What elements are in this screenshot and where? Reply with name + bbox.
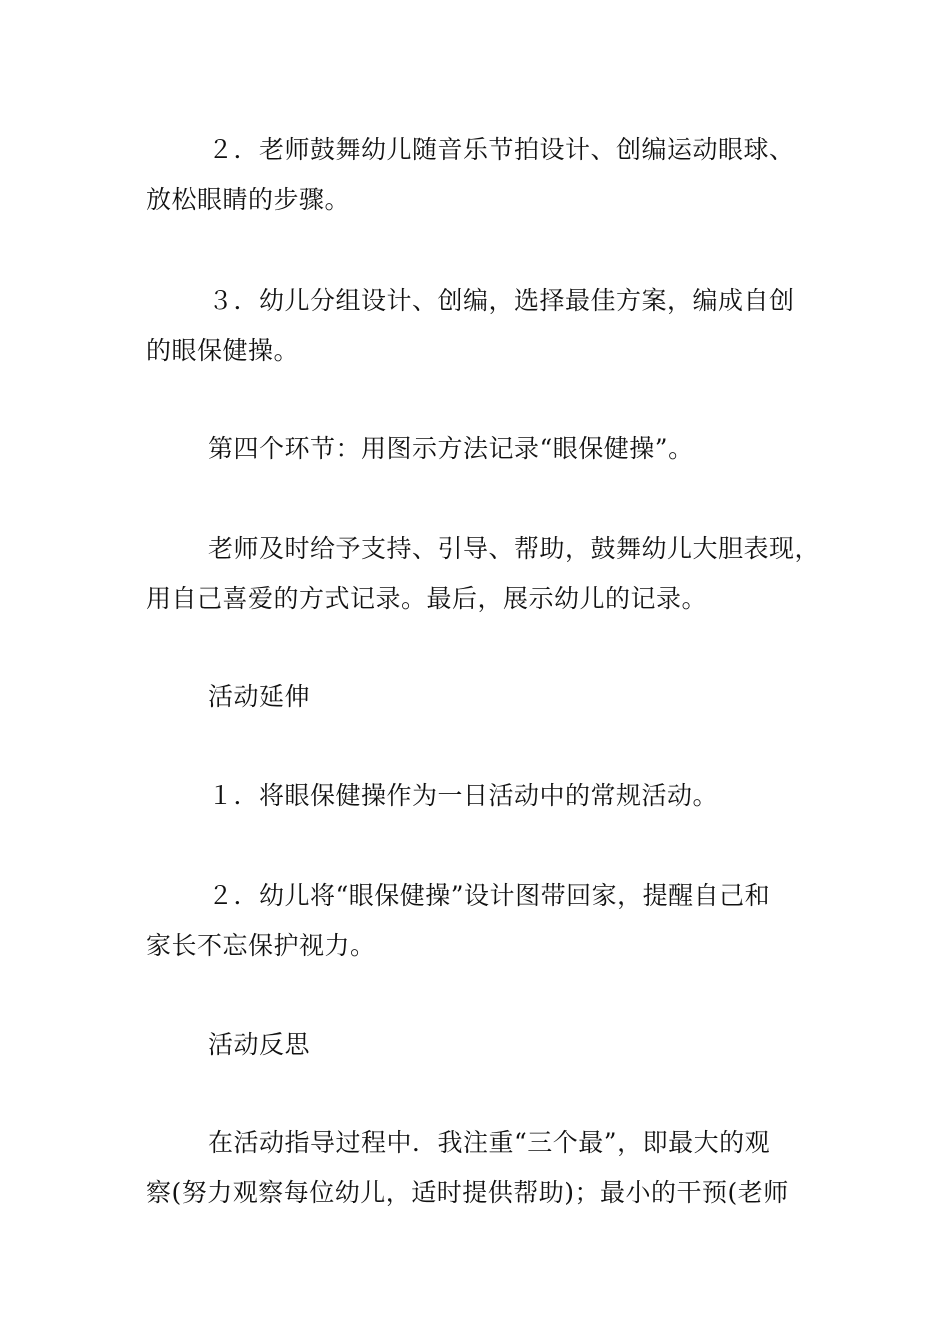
section-heading-extension: [146, 672, 826, 722]
text-line: 老师及时给予支持、引导、帮助，鼓舞幼儿大胆表现，: [208, 534, 821, 563]
text-line: 第四个环节：用图示方法记录“眼保健操”。: [208, 434, 694, 463]
text-line: 用自己喜爱的方式记录。最后，展示幼儿的记录。: [146, 584, 708, 613]
paragraph-step-3: [146, 276, 826, 376]
section-heading-reflection: [146, 1020, 826, 1070]
text-line: 家长不忘保护视力。: [146, 931, 376, 960]
paragraph-step-2: [146, 125, 826, 225]
text-line: 放松眼睛的步骤。: [146, 185, 351, 214]
text-line: 察(努力观察每位幼儿，适时提供帮助)；最小的干预(老师: [146, 1178, 789, 1207]
paragraph-teacher-support: [146, 524, 826, 624]
text-line: 活动延伸: [208, 682, 311, 711]
text-line: １．将眼保健操作为一日活动中的常规活动。: [208, 781, 719, 810]
text-line: ２．老师鼓舞幼儿随音乐节拍设计、创编运动眼球、: [208, 135, 795, 164]
paragraph-extension-1: [146, 771, 826, 821]
text-line: ３．幼儿分组设计、创编，选择最佳方案，编成自创: [208, 286, 795, 315]
text-line: ２．幼儿将“眼保健操”设计图带回家，提醒自己和: [208, 881, 771, 910]
section-heading-fourth-step: [146, 424, 826, 474]
paragraph-reflection: [146, 1118, 826, 1218]
paragraph-extension-2: [146, 871, 826, 971]
text-line: 活动反思: [208, 1030, 311, 1059]
text-line: 的眼保健操。: [146, 336, 300, 365]
text-line: 在活动指导过程中．我注重“三个最”，即最大的观: [208, 1128, 771, 1157]
